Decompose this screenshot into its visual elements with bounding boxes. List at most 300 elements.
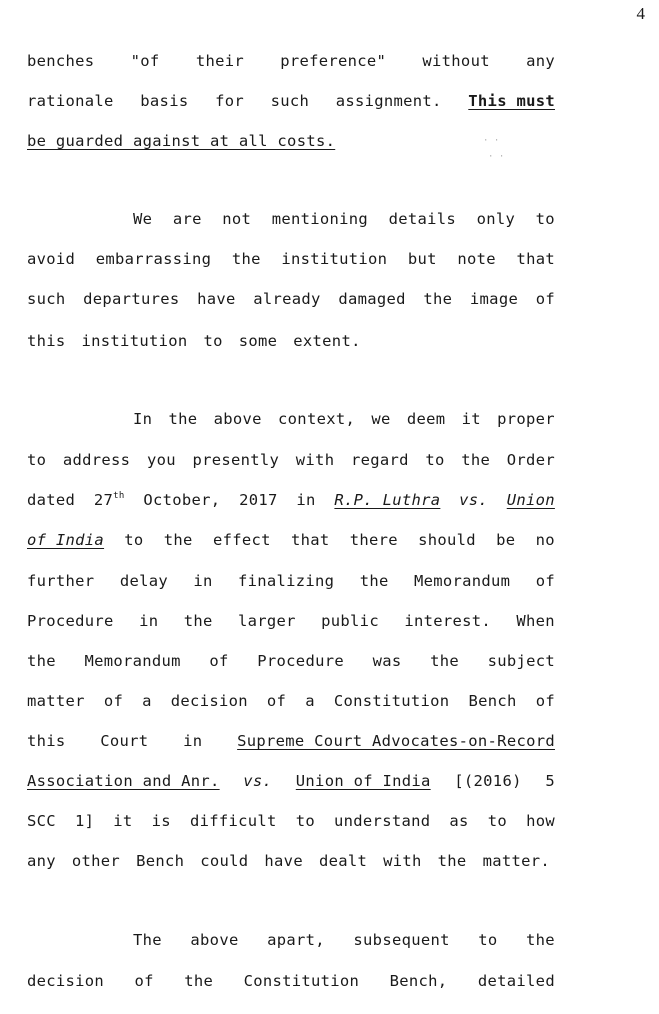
word-text: a [305,692,315,710]
word [264,852,311,870]
word-text: October, [143,491,221,509]
word [244,972,360,990]
word-text: with [295,451,335,469]
word-text: to [295,812,315,830]
word [184,972,213,990]
word [267,692,286,710]
word-text: to [478,931,498,949]
text-line [27,772,555,790]
word-text: Court [100,732,149,750]
word [418,531,476,549]
word [238,612,296,630]
word [27,491,75,509]
word-text: preference" [280,52,387,70]
text-line [27,250,555,268]
text-line [27,290,555,308]
text-line [27,732,555,750]
word [371,410,390,428]
word-text: institution [281,250,388,268]
word [296,812,315,830]
word [85,652,181,670]
word-text: this [27,332,66,350]
word [526,931,555,949]
word [253,290,320,308]
word-text: matter. [482,852,550,870]
word [536,531,555,549]
word [478,931,497,949]
text-line [27,332,555,350]
word-text: understand [334,812,431,830]
word-text: note [457,250,496,268]
word [351,451,409,469]
word-text: their [195,52,244,70]
word [408,250,437,268]
text-line [27,812,555,830]
word-text: Constitution [243,972,360,990]
word [27,772,220,790]
word [334,692,450,710]
word [321,612,379,630]
word [296,451,335,469]
word [190,812,277,830]
word-text: 2017 [239,491,278,509]
word [183,732,202,750]
word [536,290,555,308]
word-text: to [425,451,445,469]
word-text: no [535,531,555,549]
word-text: Procedure [257,652,344,670]
word-text: of [209,652,229,670]
word [190,931,238,949]
word [27,451,46,469]
word [203,332,230,350]
word [27,812,56,830]
word-text: the [183,612,213,630]
word-text: any [27,852,56,870]
word-text: there [349,531,398,549]
word [232,250,261,268]
word [449,812,468,830]
word-text: other [71,852,121,870]
word [488,812,507,830]
word-text: Bench [136,852,185,870]
word-text: interest. [404,612,492,630]
word-text: already [253,290,321,308]
word [27,52,94,70]
word-text: we [371,410,391,428]
word [461,451,490,469]
word [438,852,475,870]
word-text: above [190,931,239,949]
word-text: assignment. [335,92,442,110]
word [27,332,74,350]
word [209,652,228,670]
text-line [27,652,555,670]
word-text: to [535,210,555,228]
word [404,612,491,630]
word-text: benches [27,52,95,70]
word-text: the [359,572,389,590]
word [516,612,555,630]
word [293,332,368,350]
word-text: of [266,692,287,710]
word [143,491,220,509]
word [468,92,555,110]
word-text: subsequent [353,931,450,949]
word [526,812,555,830]
word-text: Memorandum [413,572,511,590]
word-text: vs. [243,772,273,790]
word [237,732,555,750]
word [516,250,555,268]
superscript: th [113,491,125,501]
word-text: Bench [468,692,517,710]
word-text: be guarded against at all costs. [27,132,336,150]
word [496,531,515,549]
word [373,652,402,670]
word [169,410,198,428]
word-text: to [124,531,144,549]
word [27,652,56,670]
word [468,692,516,710]
word-text: was [372,652,402,670]
word-text: The [133,931,162,949]
word [272,210,368,228]
word-text: institution [81,332,188,350]
word-text: of [535,572,555,590]
word [239,491,278,509]
word-text: that [290,531,330,549]
text-line [133,410,555,428]
word [184,612,213,630]
word-text: 27 [93,491,114,509]
word-text: basis [140,92,189,110]
word [72,852,128,870]
word [131,52,160,70]
word [238,572,334,590]
word [135,972,154,990]
word [497,410,555,428]
word [120,572,168,590]
word-text: in [296,491,316,509]
word [192,451,279,469]
word-text: the [526,931,555,949]
word [193,572,212,590]
word [27,692,85,710]
word [478,972,555,990]
word [142,692,152,710]
word-text: the [231,250,261,268]
word-text: the [430,652,459,670]
word-text: Procedure [27,612,114,630]
word [213,531,271,549]
word [136,852,192,870]
text-line [27,972,555,990]
word-text: some [238,332,278,350]
word [27,250,75,268]
word-text: Constitution [333,692,450,710]
word [454,772,521,790]
word-text: avoid [27,250,76,268]
word [173,210,202,228]
word-text: the [163,531,193,549]
word [133,210,152,228]
word-text: deem [406,410,446,428]
word-text: for [215,92,244,110]
word [147,451,176,469]
word [27,852,64,870]
word-text: apart, [267,931,325,949]
word [94,491,125,509]
word [140,92,188,110]
word-text: is [151,812,171,830]
word [27,732,66,750]
word-text: image [469,290,519,308]
word [291,531,330,549]
word-text: this [27,732,66,750]
word-text: such [270,92,310,110]
word [280,52,386,70]
word-text: mentioning [271,210,369,228]
word-text: of [535,692,555,710]
word-text: you [146,451,176,469]
word [164,531,193,549]
word [281,250,387,268]
word-text: 5 [545,772,555,790]
word-text: the [423,290,453,308]
word-text: Supreme Court Advocates-on-Record [237,732,555,750]
word-text: public [321,612,379,630]
word-text: in [193,572,213,590]
word [462,410,481,428]
word-text: SCC [27,812,56,830]
word-text: This must [468,92,555,110]
word [113,812,132,830]
word-text: matter [27,692,85,710]
word-text: detailed [477,972,555,990]
word-text: regard [350,451,409,469]
word-text: of India [27,531,105,549]
word [305,692,315,710]
word [27,132,343,150]
word [457,250,496,268]
word-text: the [437,852,467,870]
word-text: have [197,290,236,308]
word-text: only [476,210,516,228]
word-text: [(2016) [454,772,522,790]
word-text: have [264,852,303,870]
word [353,931,449,949]
text-line [27,612,555,630]
word [296,491,315,509]
word-text: to [487,812,508,830]
word [350,531,398,549]
word [545,772,555,790]
word-text: Memorandum [84,652,181,670]
text-line [27,52,555,70]
word-text: presently [192,451,280,469]
word-text: in [183,732,203,750]
text-line [27,491,555,509]
word-text: as [449,812,469,830]
word [278,410,355,428]
page-number: 4 [636,4,645,23]
word-text: When [516,612,555,630]
word-text: finalizing [238,572,335,590]
word-text: to [203,332,223,350]
word [239,332,286,350]
word-text: to [27,451,47,469]
word [526,52,555,70]
word [389,210,456,228]
word-text: details [388,210,457,228]
word-text: not [222,210,252,228]
word [63,451,130,469]
word-text: rationale [27,92,114,110]
text-line [27,531,555,549]
word [430,652,459,670]
word-text: a [142,692,152,710]
word [96,250,212,268]
word [243,772,272,790]
word-text: embarrassing [95,250,212,268]
word-text: the [184,972,214,990]
word-text: dated [27,491,76,509]
word [336,92,442,110]
word-text: effect [212,531,271,549]
word-text: should [418,531,476,549]
word-text: with [383,852,422,870]
text-line [133,931,555,949]
word [200,852,256,870]
word-text: it [461,410,481,428]
word-text: delay [119,572,168,590]
word [75,812,94,830]
word [139,612,158,630]
word-text: above [213,410,262,428]
word-text: such [27,290,66,308]
word [133,410,152,428]
word-text: how [526,812,555,830]
word-text: Union [506,491,555,509]
word [257,652,344,670]
word-text: Bench, [389,972,448,990]
word [477,210,516,228]
word [215,92,244,110]
scan-speck: · · [488,152,505,162]
word-text: address [62,451,131,469]
word [425,451,444,469]
word [83,290,179,308]
word [27,92,114,110]
word [196,52,244,70]
text-line [27,572,555,590]
word-text: departures [83,290,180,308]
word [470,290,518,308]
word-text: in [139,612,159,630]
word-text: proper [497,410,555,428]
word [422,52,489,70]
word [338,290,405,308]
word [271,92,310,110]
word-text: decision [27,972,105,990]
word [82,332,196,350]
word-text: We [133,210,153,228]
text-line [27,92,555,110]
word [27,612,114,630]
word [407,410,446,428]
word-text: of [103,692,124,710]
word [390,972,448,990]
word [507,451,555,469]
word-text: decision [170,692,248,710]
word-text: the [461,451,491,469]
word-text: In [133,410,153,428]
word-text: of [134,972,154,990]
word-text: further [27,572,95,590]
word [536,572,555,590]
word [383,852,430,870]
word-text: 1] [74,812,95,830]
scan-speck: · · [483,136,500,146]
text-line [27,451,555,469]
word [296,772,431,790]
word [124,531,143,549]
word-text: larger [237,612,296,630]
word [483,852,558,870]
word [100,732,148,750]
word [507,491,555,509]
word-text: be [496,531,516,549]
word-text: Union of India [295,772,431,790]
text-line [133,210,555,228]
word-text: of [535,290,555,308]
word [27,290,66,308]
word-text: difficult [189,812,277,830]
word [222,210,251,228]
word [214,410,262,428]
word-text: subject [487,652,555,670]
word-text: extent. [293,332,361,350]
word-text: any [526,52,555,70]
text-line [27,852,555,870]
word-text: are [172,210,202,228]
word-text: vs. [459,491,488,509]
word [334,491,440,509]
word [459,491,488,509]
word-text: that [516,250,555,268]
word-text: could [200,852,249,870]
word-text: "of [130,52,160,70]
word-text: the [27,652,56,670]
word [334,812,430,830]
word-text: but [407,250,437,268]
word [27,572,94,590]
word [152,812,171,830]
word [423,290,452,308]
word [414,572,510,590]
word-text: it [113,812,133,830]
word-text: the [168,410,198,428]
word [171,692,248,710]
word-text: context, [278,410,356,428]
word [536,210,555,228]
word-text: dealt [318,852,368,870]
text-line [27,132,555,150]
word [267,931,325,949]
word [197,290,236,308]
text-line [27,692,555,710]
